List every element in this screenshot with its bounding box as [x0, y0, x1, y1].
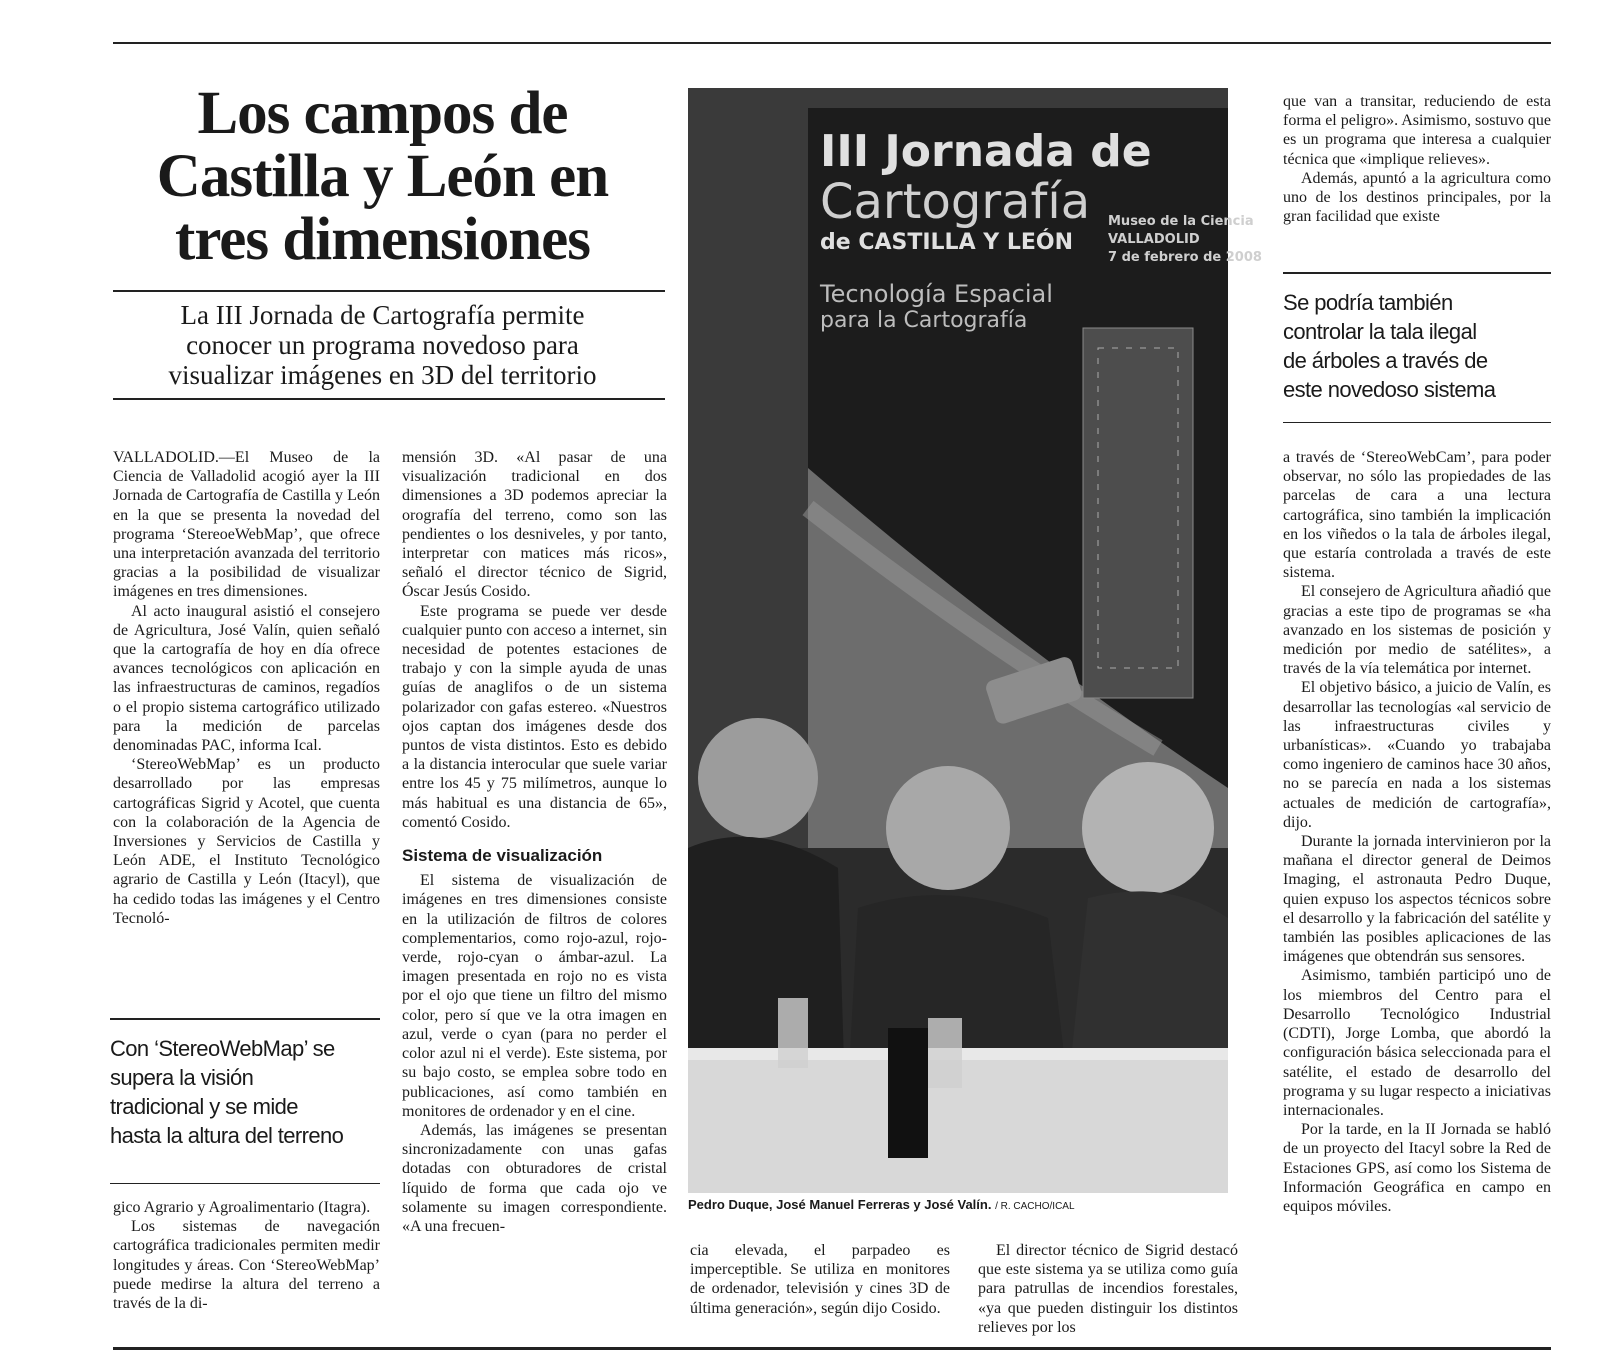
top-rule: [113, 42, 1551, 44]
pull-quote-line: supera la visión: [110, 1065, 254, 1090]
caption-names: Pedro Duque, José Manuel Ferreras y José Valín.: [688, 1197, 992, 1212]
section-subheading: Sistema de visualización: [402, 846, 603, 866]
pull-quote-line: Con ‘StereoWebMap’ se: [110, 1036, 335, 1061]
body-paragraph: mensión 3D. «Al pasar de una visualización tradicional en dos dimensiones a 3D podemos apreciar la orografía del terreno, como son las pendientes o los desniveles, y por tanto, interpretar con matices más ricos», señaló el director técnico de Sigrid, Óscar Jesús Cosido.: [402, 449, 667, 601]
body-paragraph: El objetivo básico, a juicio de Valín, es desarrollar las tecnologías «al servicio de las infraestructuras civiles y urbanísticas». «Cuando yo trabajaba como ingeniero de caminos hace 30 años, no se parecía en nada a los sistemas actuales de medición de cartografía», dijo.: [1283, 679, 1551, 831]
headline-line: Castilla y León en: [156, 143, 609, 210]
banner-side-line: Museo de la Ciencia: [1108, 214, 1254, 229]
article-column-1-continued: [113, 1198, 380, 1313]
body-paragraph: ‘StereoWebMap’ es un producto desarrollado por las empresas cartográficas Sigrid y Acotel, que cuenta con la colaboración de la Agencia de Inversiones y Servicios de Castilla y León ADE, el Instituto Tecnológico agrario de Castilla y León (Itacyl), que ha cedido todas las imágenes y el Centro Tecnoló-: [113, 756, 380, 927]
body-paragraph: Por la tarde, en la II Jornada se habló de un proyecto del Itacyl sobre la Red de Estaciones GPS, así como los Sistema de Información Geográfica en campo en equipos móviles.: [1283, 1121, 1551, 1215]
headline-line: tres dimensiones: [175, 206, 590, 273]
body-paragraph: Asimismo, también participó uno de los miembros del Centro para el Desarrollo Tecnológico Industrial (CDTI), Jorge Lomba, que abordó la configuración básica seleccionada para el satélite, el estado de desarrollo del programa y su lugar respecto a iniciativas internacionales.: [1283, 967, 1551, 1119]
event-photo: [688, 88, 1262, 1193]
body-paragraph: Este programa se puede ver desde cualquier punto con acceso a internet, sin necesidad de potentes estaciones de trabajo y con la simple ayuda de unas guías de anaglifos o de un sistema polarizador con gafas estereo. «Nuestros ojos captan dos imágenes desde dos puntos de vista distintos. Esto es debido a la distancia interocular que suele variar entre los 45 y 75 milímetros, aunque lo más habitual es una distancia de 65», comentó Cosido.: [402, 602, 667, 831]
pull2-top-rule: [1283, 272, 1551, 274]
body-paragraph: Además, apuntó a la agricultura como uno de los destinos principales, por la gran facilidad que existe: [1283, 169, 1551, 226]
pull-quote-line: de árboles a través de: [1283, 348, 1488, 373]
pull2-bottom-rule: [1283, 422, 1551, 423]
headline: [110, 82, 655, 271]
body-paragraph: Los sistemas de navegación cartográfica tradicionales permiten medir longitudes y áreas. Con ‘StereoWebMap’ puede medirse la altura del terreno a través de la di-: [113, 1218, 380, 1313]
article-column-4: [978, 1241, 1238, 1337]
dateline-paragraph: VALLADOLID.—El Museo de la Ciencia de Valladolid acogió ayer la III Jornada de Cartografía de Castilla y León en la que se presenta la novedad del programa ‘StereoeWebMap’, que ofrece una interpretación avanzada del territorio gracias a la posibilidad de visualizar imágenes en tres dimensiones.: [113, 449, 380, 601]
subheadline-line: La III Jornada de Cartografía permite: [180, 300, 585, 330]
banner-line: Cartografía: [820, 174, 1091, 230]
pull-quote-line: tradicional y se mide: [110, 1094, 298, 1119]
body-paragraph: El director técnico de Sigrid destacó que este sistema ya se utiliza como guía para patrullas de incendios forestales, «ya que pueden distinguir los distintos relieves por los: [978, 1242, 1238, 1336]
pull1-top-rule: [110, 1018, 380, 1020]
bottom-rule: [113, 1347, 1551, 1350]
article-column-5: [1283, 92, 1551, 226]
article-column-1: [113, 448, 380, 928]
pull-quote-line: este novedoso sistema: [1283, 377, 1496, 402]
body-paragraph: El consejero de Agricultura añadió que gracias a este tipo de programas se «ha avanzado en los sistemas de posición y medición por medio de satélites», a través de la vía telemática por internet.: [1283, 583, 1551, 678]
body-paragraph: cia elevada, el parpadeo es imperceptible. Se utiliza en monitores de ordenador, televisión y cines 3D de última generación», según dijo Cosido.: [690, 1242, 950, 1317]
headline-line: Los campos de: [197, 80, 568, 147]
article-column-3: [690, 1241, 950, 1318]
pull-quote-line: controlar la tala ilegal: [1283, 319, 1477, 344]
article-column-5-continued: [1283, 448, 1551, 1216]
body-paragraph: que van a transitar, reduciendo de esta forma el peligro». Asimismo, sostuvo que es un programa que interesa a cualquier técnica que «implique relieves».: [1283, 93, 1551, 168]
pull1-bottom-rule: [110, 1183, 380, 1184]
body-paragraph: Al acto inaugural asistió el consejero de Agricultura, José Valín, quien señaló que la cartografía de hoy en día ofrece avances tecnológicos con aplicación en las infraestructuras de caminos, regadíos o el propio sistema cartográfico utilizado para la medición de parcelas denominadas PAC, informa Ical.: [113, 602, 380, 755]
photo-credit: / R. CACHO/ICAL: [995, 1201, 1075, 1212]
article-column-2: [402, 448, 667, 1236]
banner-line: de CASTILLA Y LEÓN: [820, 230, 1074, 255]
banner-text: [820, 128, 1152, 334]
banner-line: para la Cartografía: [820, 308, 1028, 333]
pull-quote-2: [1283, 288, 1551, 404]
banner-side-line: 7 de febrero de 2008: [1108, 250, 1262, 265]
body-paragraph: a través de ‘StereoWebCam’, para poder observar, no sólo las propiedades de las parcelas de cara a una lectura cartográfica, sino también la implicación en los viñedos o la tala de árboles ilegal, que estaría controlada a través de este sistema.: [1283, 449, 1551, 582]
pull-quote-line: hasta la altura del terreno: [110, 1123, 344, 1148]
pull-quote-1: [110, 1034, 380, 1150]
subhead-rule: [113, 398, 665, 400]
body-paragraph: Además, las imágenes se presentan sincronizadamente con unas gafas dotadas con obturadores de cristal líquido de forma que cada ojo ve solamente su imagen correspondiente. «A una frecuen-: [402, 1121, 667, 1235]
pull-quote-line: Se podría también: [1283, 290, 1453, 315]
banner-line: Tecnología Espacial: [820, 280, 1053, 308]
photo-caption: [688, 1197, 1075, 1212]
body-paragraph: Durante la jornada intervinieron por la mañana el director general de Deimos Imaging, el astronauta Pedro Duque, quien expuso los aspectos técnicos sobre el desarrollo y la fabricación del satélite y también las posibles aplicaciones de las imágenes que obtendrán sus sensores.: [1283, 833, 1551, 966]
headline-rule: [113, 290, 665, 292]
subheadline-line: visualizar imágenes en 3D del territorio: [168, 360, 597, 390]
subheadline-line: conocer un programa novedoso para: [186, 330, 579, 360]
banner-side-text: [1108, 213, 1262, 267]
subheadline: [110, 300, 655, 390]
banner-line: III Jornada de: [820, 126, 1152, 177]
body-paragraph: El sistema de visualización de imágenes en tres dimensiones consiste en la utilización de filtros de colores complementarios, como rojo-azul, rojo-verde, rojo-cyan o ámbar-azul. La imagen presentada en rojo no es vista por el ojo que tiene un filtro del mismo color, pero sí que ve la otra imagen en azul, verde o cyan (para no perder el color azul ni el verde). Este sistema, por su bajo costo, se emplea sobre todo en publicaciones, así como también en monitores de ordenador y en el cine.: [402, 872, 667, 1120]
body-paragraph: gico Agrario y Agroalimentario (Itagra).: [113, 1199, 371, 1216]
banner-side-line: VALLADOLID: [1108, 232, 1200, 247]
